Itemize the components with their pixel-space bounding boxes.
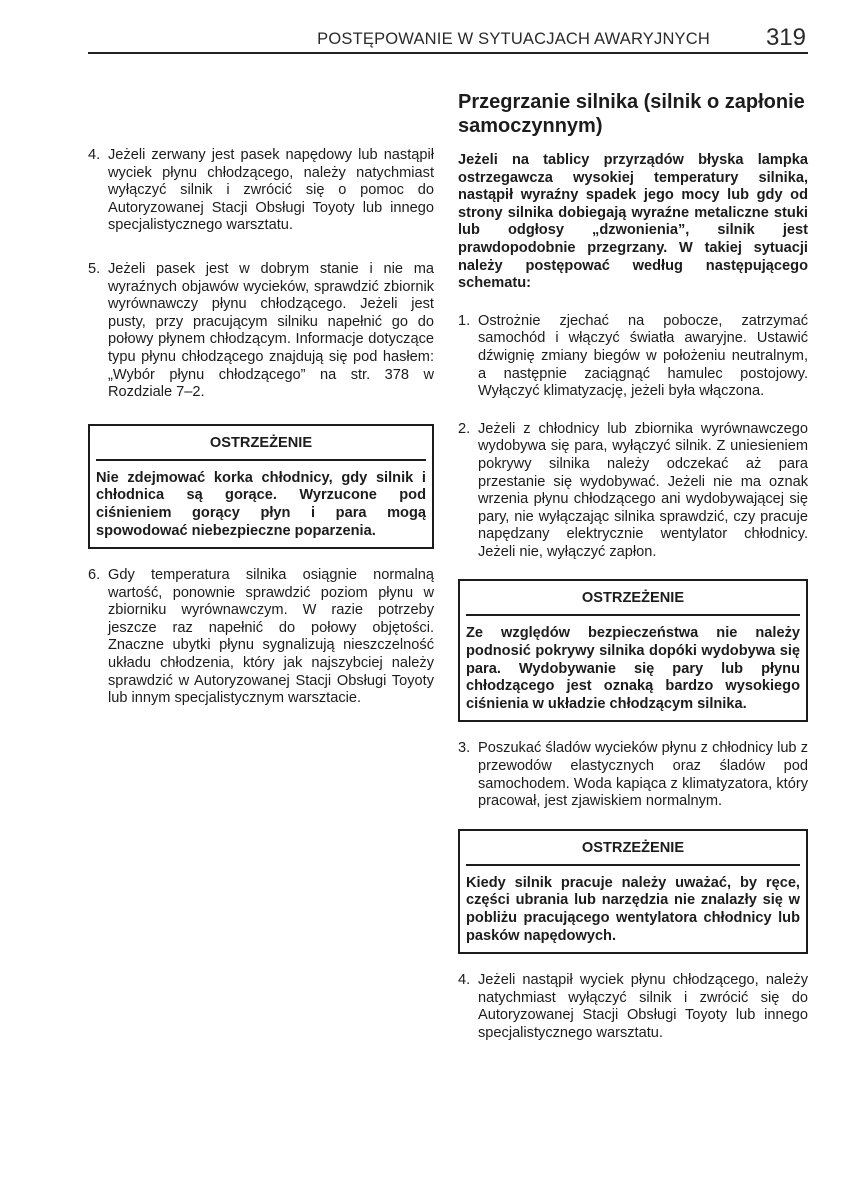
list-item	[88, 567, 434, 708]
item-text: Ostrożnie zjechać na pobocze, zatrzymać samochód i włączyć światła awaryjne. Ustawić dźwignię zmiany biegów w położeniu neutralnym, a następnie zaciągnąć hamulec postojowy. Wyłączyć klimatyzację, jeżeli była włączona.	[478, 312, 808, 400]
page-header	[88, 26, 808, 54]
warning-box	[458, 579, 808, 722]
item-number: 2.	[458, 420, 471, 437]
item-text: Jeżeli z chłodnicy lub zbiornika wyrównawczego wydobywa się para, wyłączyć silnik. Z uniesieniem pokrywy silnika należy odczekać aż para przestanie się wydobywać. Jeżeli nie ma oznak wrzenia płynu chłodzącego ani wydobywającej się pary, nie wyłączając silnika sprawdzić, czy pracuje napędzany elektrycznie wentylator chłodnicy. Jeżeli nie, wyłączyć zapłon.	[478, 420, 808, 560]
item-number: 4.	[88, 147, 101, 163]
page-number: 319	[765, 24, 806, 51]
warning-title: OSTRZEŻENIE	[96, 426, 426, 461]
item-text: Jeżeli nastąpił wyciek płynu chłodzącego, należy natychmiast wyłączyć silnik i zwrócić się do Autoryzowanej Stacji Obsługi Toyoty lub innego specjalistycznego warsztatu.	[478, 972, 808, 1041]
list-item	[88, 147, 434, 235]
item-text: Jeżeli zerwany jest pasek napędowy lub nastąpił wyciek płynu chłodzącego, należy natychmiast wyłączyć silnik i zwrócić się o pomoc do Autoryzowanej Stacji Obsługi Toyoty lub innego specjalistycznego warsztatu.	[108, 147, 434, 234]
list-item	[458, 972, 808, 1042]
warning-title: OSTRZEŻENIE	[466, 831, 800, 866]
warning-text: Kiedy silnik pracuje należy uważać, by ręce, części ubrania lub narzędzia nie znalazły się w pobliżu pracującego wentylatora chłodnicy lub pasków napędowych.	[466, 874, 800, 944]
right-column	[458, 90, 808, 1043]
item-number: 3.	[458, 740, 471, 757]
warning-text: Ze względów bezpieczeństwa nie należy podnosić pokrywy silnika dopóki wydobywa się para. Wydobywanie się pary lub płynu chłodzącego jest oznaką bardzo wysokiego ciśnienia w układzie chłodzącym silnika.	[466, 625, 800, 712]
item-text: Gdy temperatura silnika osiągnie normalną wartość, ponownie sprawdzić poziom płynu w zbiorniku wyrównawczym. W razie potrzeby jeszcze raz napełnić do połowy objętości. Znaczne ubytki płynu sygnalizują nieszczelność układu chłodzenia, który jak najszybciej należy sprawdzić w Autoryzowanej Stacji Obsługi Toyoty lub innym specjalistycznym warsztacie.	[108, 567, 434, 707]
list-item	[458, 313, 808, 401]
intro-paragraph: Jeżeli na tablicy przyrządów błyska lampka ostrzegawcza wysokiej temperatury silnika, nastąpił wyraźny spadek jego mocy lub gdy od strony silnika dobiegają wyraźne metaliczne stuki lub odgłosy „dzwonienia”, silnik jest prawdopodobnie przegrzany. W takiej sytuacji należy postępować według następującego schematu:	[458, 152, 808, 292]
chapter-title: POSTĘPOWANIE W SYTUACJACH AWARYJNYCH	[317, 30, 710, 48]
warning-box	[458, 829, 808, 954]
item-text: Jeżeli pasek jest w dobrym stanie i nie ma wyraźnych objawów wycieków, sprawdzić zbiornik wyrównawczy płynu chłodzącego. Jeżeli jest pusty, przy pracującym silniku napełnić go do połowy płynem chłodzącym. Informacje dotyczące typu płynu chłodzącego znajdują się pod hasłem: „Wybór płynu chłodzącego” na str. 378 w Rozdziale 7–2.	[108, 260, 434, 401]
item-text: Poszukać śladów wycieków płynu z chłodnicy lub z przewodów elastycznych oraz śladów pod samochodem. Woda kapiąca z klimatyzatora, który pracował, jest zjawiskiem normalnym.	[478, 740, 808, 810]
item-number: 5.	[88, 260, 101, 277]
section-title: Przegrzanie silnika (silnik o zapłonie samoczynnym)	[458, 91, 805, 137]
list-item	[458, 740, 808, 810]
list-item	[458, 421, 808, 562]
warning-text: Nie zdejmować korka chłodnicy, gdy silnik i chłodnica są gorące. Wyrzucone pod ciśnieniem gorący płyn i para mogą spowodować niebezpieczne poparzenia.	[96, 469, 426, 539]
left-column	[88, 147, 434, 708]
item-number: 1.	[458, 312, 471, 329]
item-number: 4.	[458, 972, 471, 989]
list-item	[88, 261, 434, 402]
warning-box	[88, 424, 434, 549]
warning-title: OSTRZEŻENIE	[466, 581, 800, 616]
item-number: 6.	[88, 567, 101, 584]
